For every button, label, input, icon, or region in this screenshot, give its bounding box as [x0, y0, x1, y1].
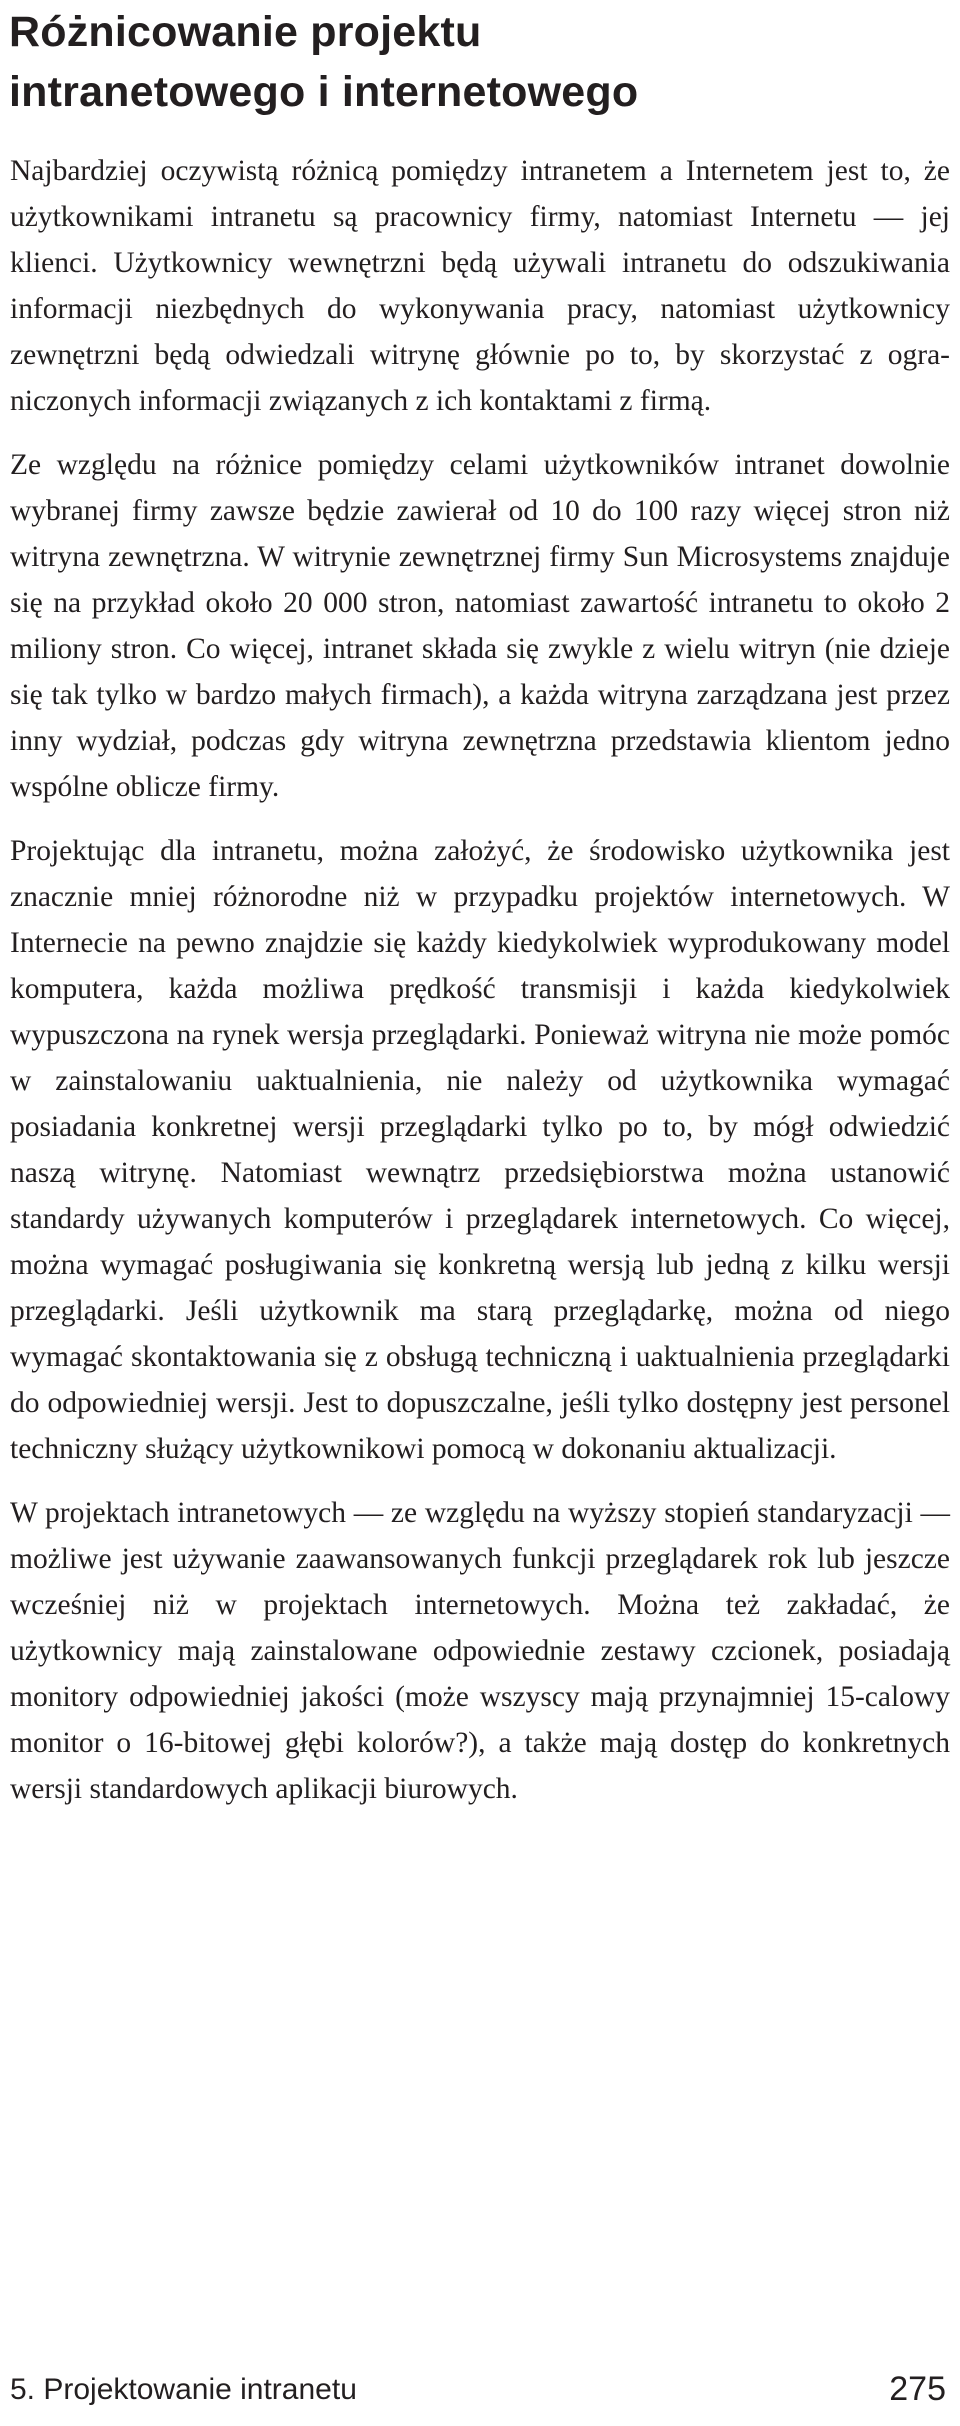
- footer-chapter-title: 5. Projektowanie intranetu: [10, 2373, 357, 2406]
- paragraph: Najbardziej oczywistą różnicą pomiędzy intranetem a Internetem jest to, że użytkownikami intranetu są pracownicy firmy, natomiast Internetu — jej klienci. Użytkownicy wewnętrzni będą używali intranetu do odszukiwania informacji niezbędnych do wykonywania pracy, natomiast użytkownicy zewnętrzni będą odwiedzali witrynę głównie po to, by skorzystać z ograniczonych informacji związanych z ich kontaktami z firmą.: [10, 155, 950, 417]
- page-number: 275: [889, 2370, 946, 2408]
- section-heading-line-2: intranetowego i internetowego: [9, 68, 639, 116]
- body-text: [10, 148, 950, 1830]
- section-heading: [9, 2, 949, 122]
- page-footer: [0, 2360, 960, 2420]
- paragraph: Ze względu na różnice pomiędzy celami użytkowników intranet dowolnie wybranej firmy zawsze będzie zawierał od 10 do 100 razy więcej stron niż witryna zewnętrzna. W witrynie zewnętrznej firmy Sun Microsystems znajduje się na przykład około 20 000 stron, natomiast zawartość intranetu to około 2 miliony stron. Co więcej, intranet składa się zwykle z wielu witryn (nie dzieje się tak tylko w bardzo małych firmach), a każda witryna zarządzana jest przez inny wydział, podczas gdy witryna zewnętrzna przedstawia klientom jedno wspólne oblicze firmy.: [10, 449, 950, 803]
- paragraph: W projektach intranetowych — ze względu na wyższy stopień standaryzacji — możliwe jest używanie zaawansowanych funkcji przeglądarek rok lub jeszcze wcześniej niż w projektach internetowych. Można też zakładać, że użytkownicy mają zainstalowane odpowiednie zestawy czcionek, posiadają monitory odpowiedniej jakości (może wszyscy mają przynajmniej 15-calowy monitor o 16-bitowej głębi kolorów?), a także mają dostęp do konkretnych wersji standardowych aplikacji biurowych.: [10, 1497, 950, 1805]
- paragraph: Projektując dla intranetu, można założyć, że środowisko użytkownika jest znacznie mniej różnorodne niż w przypadku projektów internetowych. W Internecie na pewno znajdzie się każdy kiedykolwiek wyprodukowany model komputera, każda możliwa prędkość transmisji i każda kiedykolwiek wypuszczona na rynek wersja przeglądarki. Ponieważ witryna nie może pomóc w zainstalowaniu uaktualnienia, nie należy od użytkownika wymagać posiadania konkretnej wersji przeglądarki tylko po to, by mógł odwiedzić naszą witrynę. Natomiast wewnątrz przedsiębiorstwa można ustanowić standardy używanych komputerów i przeglądarek internetowych. Co więcej, można wymagać posługiwania się konkretną wersją lub jedną z kilku wersji przeglądarki. Jeśli użytkownik ma starą przeglądarkę, można od niego wymagać skontaktowania się z obsługą techniczną i uaktualnienia przeglądarki do odpowiedniej wersji. Jest to dopuszczalne, jeśli tylko dostępny jest personel techniczny służący użytkownikowi pomocą w dokonaniu aktualizacji.: [10, 835, 950, 1465]
- section-heading-line-1: Różnicowanie projektu: [9, 8, 482, 56]
